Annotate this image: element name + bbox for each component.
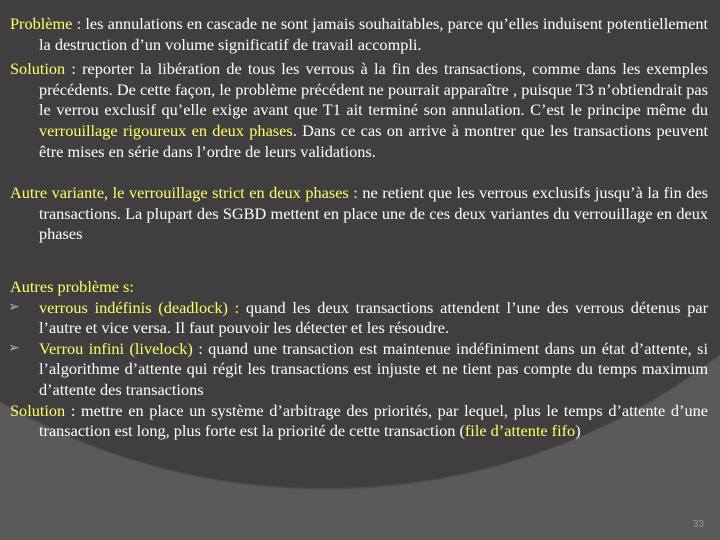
variant-paragraph [10, 183, 708, 245]
bullet-deadlock [10, 298, 708, 339]
livelock-label: Verrou infini (livelock) [39, 338, 193, 358]
deadlock-text: quand les deux transactions attendent l’une des verrous détenus par l’autre et vice versa. Il faut pouvoir les détecter et les résoudre. [39, 297, 708, 338]
solution-text: : reporter la libération de tous les verrous à la fin des transactions, comme dans les exemples précédents. De cette façon, le problème précédent ne pourrait apparaître , puisque T3 n’obtiendrait pas le verrou exclusif qu’elle exige avant que T1 ait terminé son annulation. C’est le principe même du [39, 59, 708, 120]
solution-paragraph [10, 59, 708, 162]
arrow-bullet-icon: ➢ [8, 299, 20, 315]
solution2-text: : mettre en place un système d’arbitrage des priorités, par lequel, plus le temps d’attente d’une transaction est long, plus forte est la priorité de cette transaction ( [39, 400, 708, 441]
problem-text: : les annulations en cascade ne sont jamais souhaitables, parce qu’elles induisent potentiellement la destruction d’un volume significatif de travail accompli. [39, 14, 708, 54]
solution2-text-end: ) [575, 421, 581, 441]
solution2-highlight: file d’attente fifo [464, 421, 576, 441]
solution-label: Solution [10, 59, 66, 79]
deadlock-label: verrous indéfinis (deadlock) : [39, 297, 240, 317]
other-problems-heading: Autres problème s: [10, 276, 134, 296]
page-number: 33 [692, 519, 704, 530]
problem-paragraph [10, 14, 708, 55]
livelock-text: : quand une transaction est maintenue indéfiniment dans un état d’attente, si l’algorithme d’attente qui régit les transactions est injuste et ne tient pas compte du temps maximum d’attente des transactions [39, 338, 708, 399]
arrow-bullet-icon: ➢ [8, 340, 20, 356]
problem-label: Problème [10, 14, 73, 33]
solution2-paragraph [10, 401, 708, 442]
bullet-livelock [10, 339, 708, 401]
variant-label: Autre variante, le verrouillage strict en deux phases : [10, 183, 358, 203]
solution-highlight: verrouillage rigoureux en deux phases [39, 120, 293, 140]
variant-text: ne retient que les verrous exclusifs jusqu’à la fin des transactions. La plupart des SGBD mettent en place une de ces deux variantes du verrouillage en deux phases [39, 183, 709, 244]
solution-text-end: . Dans ce cas on arrive à montrer que les transactions peuvent être mises en série dans l’ordre de leurs validations. [39, 120, 709, 161]
slide-content [10, 14, 708, 442]
solution2-label: Solution [10, 400, 66, 420]
